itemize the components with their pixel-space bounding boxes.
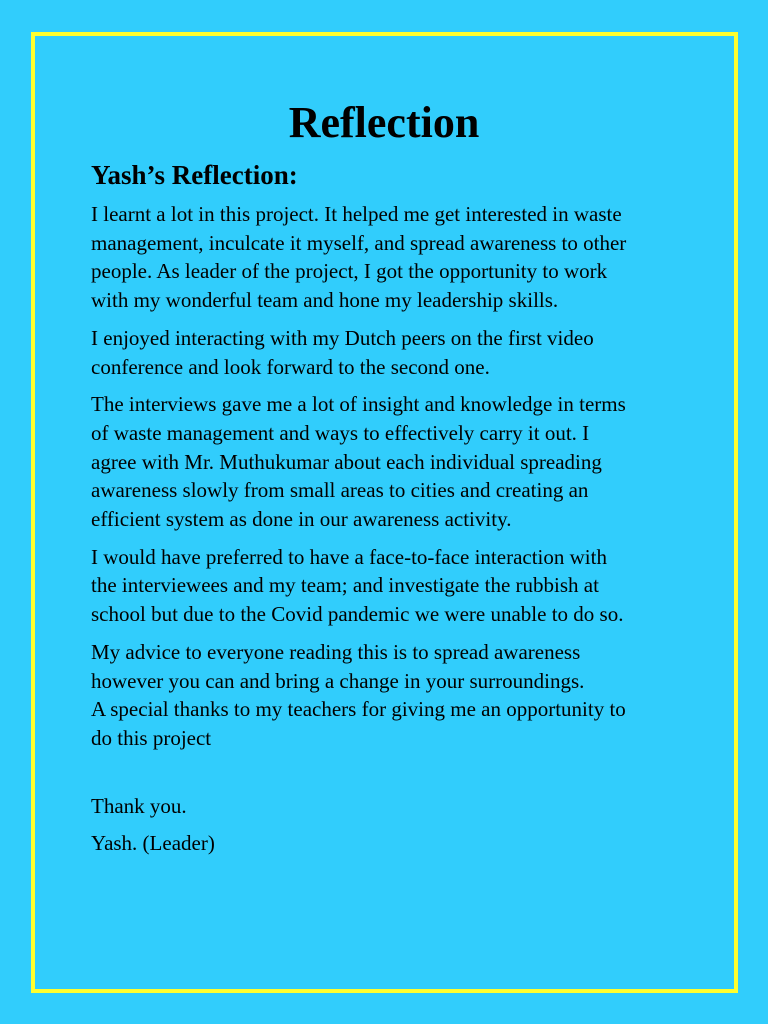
closing-text: Thank you. (91, 793, 187, 818)
text-line: management, inculcate it myself, and spread awareness to other (91, 230, 627, 255)
paragraph-project-learning (91, 200, 681, 315)
text-line: the interviewees and my team; and investigate the rubbish at (91, 573, 599, 598)
text-line: I learnt a lot in this project. It helped me get interested in waste (91, 202, 622, 226)
text-line: conference and look forward to the second one. (91, 354, 490, 379)
text-line: My advice to everyone reading this is to spread awareness (91, 639, 581, 664)
text-line: school but due to the Covid pandemic we were unable to do so. (91, 602, 624, 627)
text-line: I would have preferred to have a face-to-face interaction with (91, 544, 607, 569)
reflection-heading: Yash’s Reflection: (91, 160, 298, 190)
text-line: with my wonderful team and hone my leadership skills. (91, 288, 559, 313)
text-line: agree with Mr. Muthukumar about each individual spreading (91, 449, 602, 474)
text-line: do this project (91, 725, 212, 750)
text-line: people. As leader of the project, I got the opportunity to work (91, 259, 608, 284)
text-line: of waste management and ways to effectively carry it out. I (91, 420, 590, 445)
text-line: A special thanks to my teachers for giving me an opportunity to (91, 697, 626, 722)
text-line: I enjoyed interacting with my Dutch peers on the first video (91, 325, 594, 350)
text-line: efficient system as done in our awareness activity. (91, 507, 512, 532)
spacer (91, 762, 681, 792)
text-line: awareness slowly from small areas to cities and creating an (91, 478, 589, 503)
paragraph-video-conference (91, 324, 681, 381)
text-line: however you can and bring a change in your surroundings. (91, 668, 585, 693)
paragraph-interviews (91, 390, 681, 534)
text-line: The interviews gave me a lot of insight and knowledge in terms (91, 392, 626, 417)
paragraph-face-to-face (91, 543, 681, 629)
paragraph-advice (91, 638, 681, 753)
document-body (91, 96, 681, 867)
page-title: Reflection (288, 98, 480, 147)
signature-text: Yash. (Leader) (91, 831, 215, 856)
